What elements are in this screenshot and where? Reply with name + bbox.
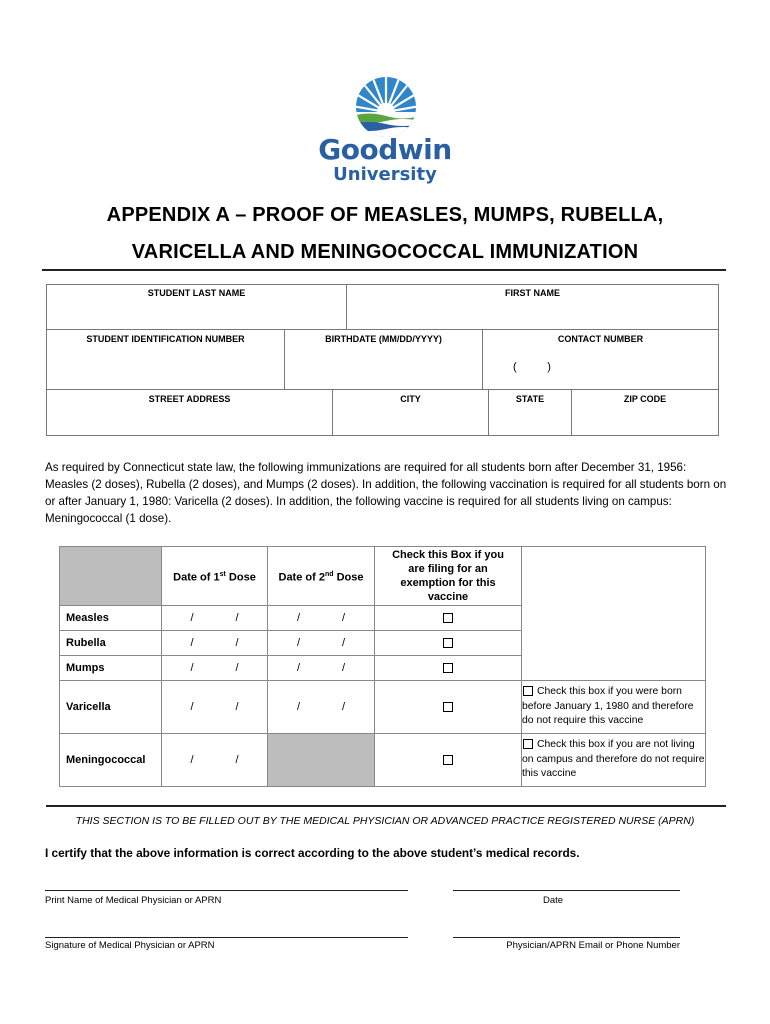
mumps-exemption-cell [375, 656, 522, 681]
varicella-exemption-checkbox[interactable] [443, 702, 453, 712]
right-blank-cell [522, 547, 706, 681]
rubella-dose1-date[interactable]: / / [162, 631, 268, 656]
page-title-line-1: APPENDIX A – PROOF OF MEASLES, MUMPS, RUBELLA, [106, 204, 664, 226]
meningococcal-dose1-date[interactable]: / / [162, 734, 268, 787]
birthdate-label: BIRTHDATE (MM/DD/YYYY) [325, 334, 442, 344]
table-header-row [60, 547, 706, 606]
last-name-label: STUDENT LAST NAME [147, 288, 246, 298]
dose1-header: Date of 1st Dose [162, 547, 268, 606]
contact-area-code: ( ) [513, 361, 551, 373]
date-label: Date [542, 895, 564, 906]
rubella-dose2-date[interactable]: / / [268, 631, 375, 656]
print-name-label: Print Name of Medical Physician or APRN [45, 895, 222, 906]
varicella-dose2-date[interactable]: / / [268, 681, 375, 734]
state-label: STATE [515, 394, 545, 404]
mumps-dose1-date[interactable]: / / [162, 656, 268, 681]
varicella-exemption-cell [375, 681, 522, 734]
print-name-line[interactable] [45, 890, 408, 891]
varicella-born-before-1980-option [522, 681, 706, 734]
immunization-table [59, 546, 706, 787]
header-blank-cell [60, 547, 162, 606]
measles-exemption-checkbox[interactable] [443, 613, 453, 623]
logo-name: Goodwin [318, 133, 452, 166]
rubella-exemption-cell [375, 631, 522, 656]
row-label-meningococcal: Meningococcal [60, 734, 162, 787]
requirements-paragraph: As required by Connecticut state law, the following immunizations are required for all students born after December 31, 1956: Measles (2 doses), Rubella (2 doses), and Mumps (2 doses). In addition, the following vaccination is required for all students born on or after January 1, 1980: Varicella (2 doses). In addition, the following vaccine is required for all students living on campus: Meningococcal (1 dose). [45, 461, 727, 525]
meningococcal-exemption-checkbox[interactable] [443, 755, 453, 765]
varicella-dose1-date[interactable]: / / [162, 681, 268, 734]
meningococcal-dose2-na [268, 734, 375, 787]
mumps-exemption-checkbox[interactable] [443, 663, 453, 673]
goodwin-logo-icon [352, 76, 420, 138]
varicella-born-before-1980-checkbox[interactable] [523, 686, 533, 696]
signature-label: Signature of Medical Physician or APRN [45, 940, 215, 951]
mumps-dose2-date[interactable]: / / [268, 656, 375, 681]
table-row [60, 681, 706, 734]
dose2-header: Date of 2nd Dose [268, 547, 375, 606]
student-id-label: STUDENT IDENTIFICATION NUMBER [86, 334, 245, 344]
page-title-line-2: VARICELLA AND MENINGOCOCCAL IMMUNIZATION [131, 241, 639, 263]
row-label-rubella: Rubella [60, 631, 162, 656]
row-label-mumps: Mumps [60, 656, 162, 681]
contact-number-label: CONTACT NUMBER [557, 334, 644, 344]
measles-exemption-cell [375, 606, 522, 631]
varicella-note-text: Check this box if you were born before January 1, 1980 and therefore do not require this vaccine [522, 686, 694, 727]
first-name-label: FIRST NAME [505, 288, 560, 298]
zip-code-label: ZIP CODE [623, 394, 667, 404]
meningococcal-off-campus-checkbox[interactable] [523, 739, 533, 749]
row-label-measles: Measles [60, 606, 162, 631]
certification-statement: I certify that the above information is correct according to the above student’s medical records. [45, 846, 580, 860]
certification-section-title: THIS SECTION IS TO BE FILLED OUT BY THE MEDICAL PHYSICIAN OR ADVANCED PRACTICE REGISTERED NURSE (APRN) [75, 815, 695, 827]
rubella-exemption-checkbox[interactable] [443, 638, 453, 648]
meningococcal-off-campus-option [522, 734, 706, 787]
section-divider [46, 805, 726, 807]
city-label: CITY [400, 394, 421, 404]
logo-sub: University [333, 164, 437, 185]
exemption-header: Check this Box if you are filing for an exemption for this vaccine [375, 547, 522, 606]
street-address-label: STREET ADDRESS [148, 394, 231, 404]
date-line[interactable] [453, 890, 680, 891]
measles-dose1-date[interactable]: / / [162, 606, 268, 631]
meningococcal-exemption-cell [375, 734, 522, 787]
table-row [60, 734, 706, 787]
meningococcal-note-text: Check this box if you are not living on campus and therefore do not require this vaccine [522, 739, 705, 780]
title-divider [42, 269, 726, 271]
email-phone-label: Physician/APRN Email or Phone Number [506, 940, 680, 951]
row-label-varicella: Varicella [60, 681, 162, 734]
signature-line[interactable] [45, 937, 408, 938]
email-phone-line[interactable] [453, 937, 680, 938]
measles-dose2-date[interactable]: / / [268, 606, 375, 631]
